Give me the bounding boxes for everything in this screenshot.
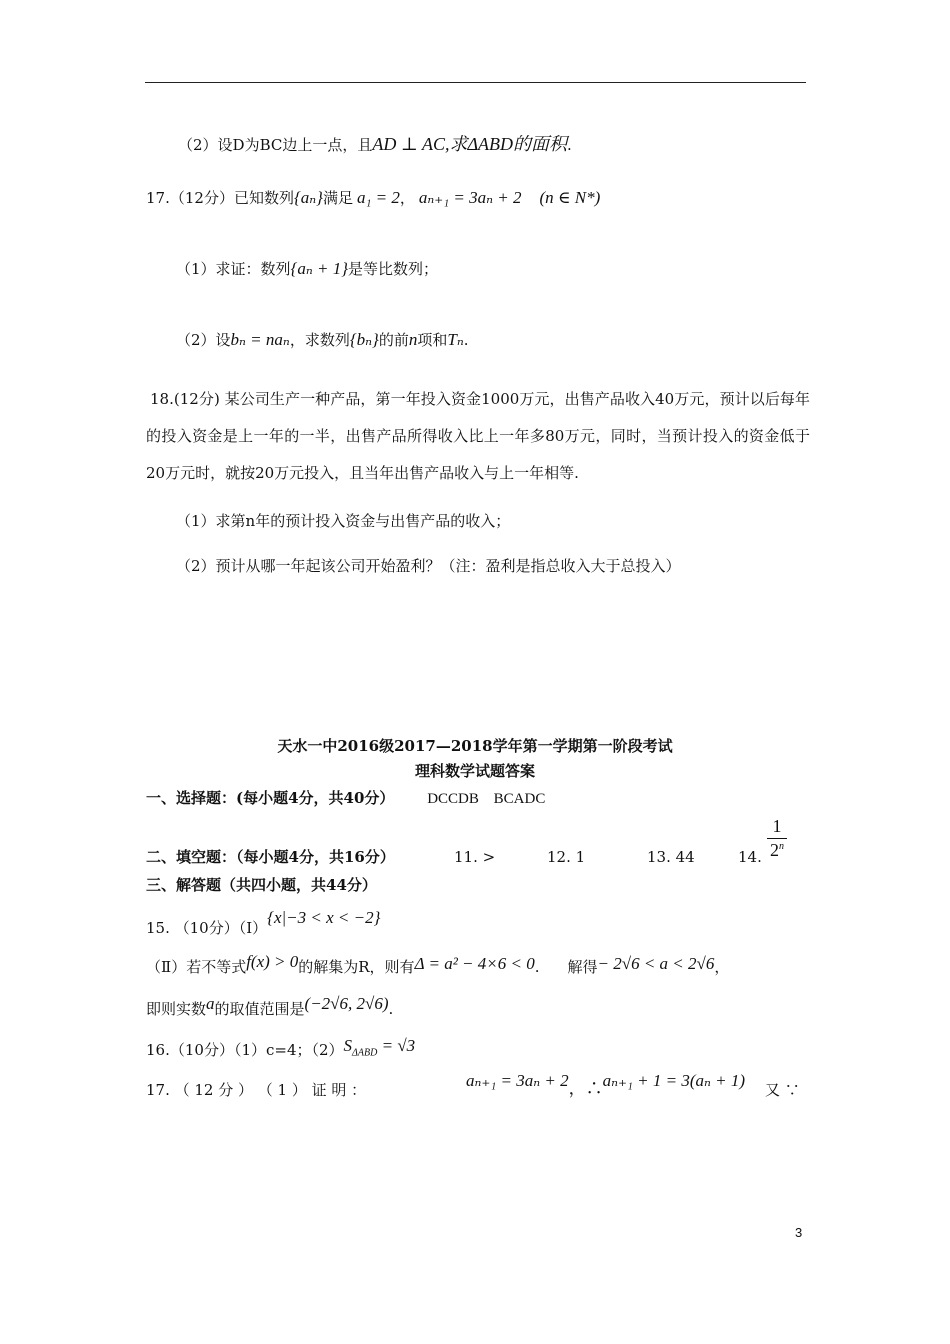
answer-15-i bbox=[146, 908, 381, 938]
answer-section-1 bbox=[146, 789, 545, 808]
q17-seq: {aₙ} bbox=[293, 188, 323, 207]
section-3-label: 三、解答题（共四小题，共44分） bbox=[146, 876, 377, 894]
a16-area: $S_{\Delta ABD} = √3$ bbox=[343, 1036, 416, 1059]
answer-section-3 bbox=[146, 876, 377, 894]
fill-11: 11. > bbox=[454, 848, 496, 866]
q17-part2-prefix: （2）设 bbox=[176, 331, 231, 349]
answer-16 bbox=[146, 1036, 416, 1063]
answer-17 bbox=[146, 1081, 366, 1099]
a17-tail: 又 ∵ bbox=[765, 1081, 800, 1099]
q17-stem bbox=[146, 188, 600, 208]
answer-17-math bbox=[466, 1071, 746, 1098]
a15-ii-range: − 2√6 < a < 2√6 bbox=[597, 954, 715, 973]
q17-comma: ， bbox=[399, 189, 415, 207]
answers-title: 天水一中2016级2017—2018学年第一学期第一阶段考试 bbox=[277, 737, 673, 755]
q17-part1-prefix: （1）求证：数列 bbox=[176, 260, 291, 278]
q17-part1-seq: {aₙ + 1} bbox=[290, 259, 349, 278]
q18-part1: （1）求第n年的预计投入资金与出售产品的收入； bbox=[176, 512, 511, 530]
fill-14: 14. bbox=[738, 848, 762, 866]
q17-part2-mid: ，求数列 bbox=[289, 331, 350, 349]
section-1-answers-b: BCADC bbox=[493, 791, 546, 807]
fill-13: 13. 44 bbox=[647, 848, 695, 866]
q17-part2-def: bₙ = naₙ bbox=[230, 330, 290, 349]
q17-a1: a₁ = 2 bbox=[356, 188, 400, 207]
fraction-numerator: 1 bbox=[772, 816, 782, 836]
fill-12: 12. 1 bbox=[547, 848, 586, 866]
q17-part2-T: Tₙ bbox=[447, 330, 464, 349]
section-2-label: 二、填空题：（每小题4分，共16分） bbox=[146, 848, 395, 866]
a15-solution-set: {x|−3 < x < −2} bbox=[267, 908, 381, 927]
a17-head: 17. （ 12 分 ） （ 1 ） 证 明 ： bbox=[146, 1081, 367, 1099]
a15-iii-mid: 的取值范围是 bbox=[214, 1000, 305, 1018]
q17-recurrence: aₙ₊₁ = 3aₙ + 2 bbox=[418, 188, 522, 207]
fraction-denominator: 2$^n$ bbox=[770, 840, 784, 860]
q16-part2-math: AD ⊥ AC,求ΔABD的面积 bbox=[372, 134, 568, 154]
q16-part2 bbox=[178, 134, 572, 156]
a15-ii-solve: 解得 bbox=[567, 958, 598, 976]
q17-part2 bbox=[176, 330, 469, 350]
a15-ii-mid: 的解集为R，则有 bbox=[298, 958, 415, 976]
answer-section-2 bbox=[146, 848, 395, 866]
a17-eq2: aₙ₊₁ + 1 = 3(aₙ + 1) bbox=[602, 1071, 746, 1090]
a15-ii-comma: ， bbox=[714, 958, 730, 976]
q18-stem: 18.(12分) 某公司生产一种产品，第一年投入资金1000万元，出售产品收入40万元，预计以后每年的投入资金是上一年的一半，出售产品所得收入比上一年多80万元，同时，当预计投入的资金低于20万元时，就按20万元投入，且当年出售产品收入与上一年相等. bbox=[146, 390, 810, 482]
q17-part1 bbox=[176, 259, 438, 279]
page-number: 3 bbox=[795, 1225, 803, 1240]
q17-part2-n: n bbox=[408, 330, 418, 349]
a17-therefore: ，∴ bbox=[568, 1079, 603, 1098]
a15-head: 15. （10分）（Ⅰ） bbox=[146, 919, 268, 937]
section-1-answers-a: DCCDB bbox=[427, 791, 479, 807]
q17-part2-seq: {bₙ} bbox=[349, 330, 379, 349]
fraction-bar bbox=[767, 838, 787, 839]
q16-part2-suffix: . bbox=[567, 136, 572, 154]
a15-iii-end: . bbox=[388, 1000, 394, 1018]
q17-part2-mid2: 的前 bbox=[378, 331, 409, 349]
q18-part2: （2）预计从哪一年起该公司开始盈利？（注：盈利是指总收入大于总投入） bbox=[176, 557, 681, 575]
q17-part2-mid3: 项和 bbox=[417, 331, 448, 349]
a15-ii-dot: . bbox=[534, 958, 540, 976]
fill-14-fraction bbox=[767, 817, 787, 859]
answer-15-ii bbox=[146, 952, 730, 977]
a17-eq1: aₙ₊₁ = 3aₙ + 2 bbox=[466, 1071, 569, 1090]
q17-head: 17.（12分）已知数列 bbox=[146, 189, 294, 207]
header-rule bbox=[145, 82, 806, 83]
answer-15-iii bbox=[146, 994, 394, 1019]
q17-domain: (n ∈ N*) bbox=[539, 188, 601, 207]
q17-cond: 满足 bbox=[322, 189, 353, 207]
answers-subtitle: 理科数学试题答案 bbox=[414, 762, 535, 780]
q17-part1-suffix: 是等比数列； bbox=[348, 260, 439, 278]
a15-ii-prefix: （Ⅱ）若不等式 bbox=[146, 958, 247, 976]
q16-part2-text: （2）设D为BC边上一点，且 bbox=[178, 136, 373, 154]
a16-head: 16.（10分）（1）c=4；（2） bbox=[146, 1041, 344, 1059]
a15-iii-interval: (−2√6, 2√6) bbox=[304, 994, 389, 1013]
a15-iii-prefix: 即则实数 bbox=[146, 1000, 207, 1018]
a15-iii-a: a bbox=[206, 994, 215, 1013]
section-1-label: 一、选择题：(每小题4分，共40分） bbox=[146, 789, 395, 807]
q17-part2-end: . bbox=[463, 331, 469, 349]
a15-ii-delta: Δ = a² − 4×6 < 0 bbox=[414, 954, 535, 973]
a15-ii-f: f(x) > 0 bbox=[246, 952, 299, 971]
